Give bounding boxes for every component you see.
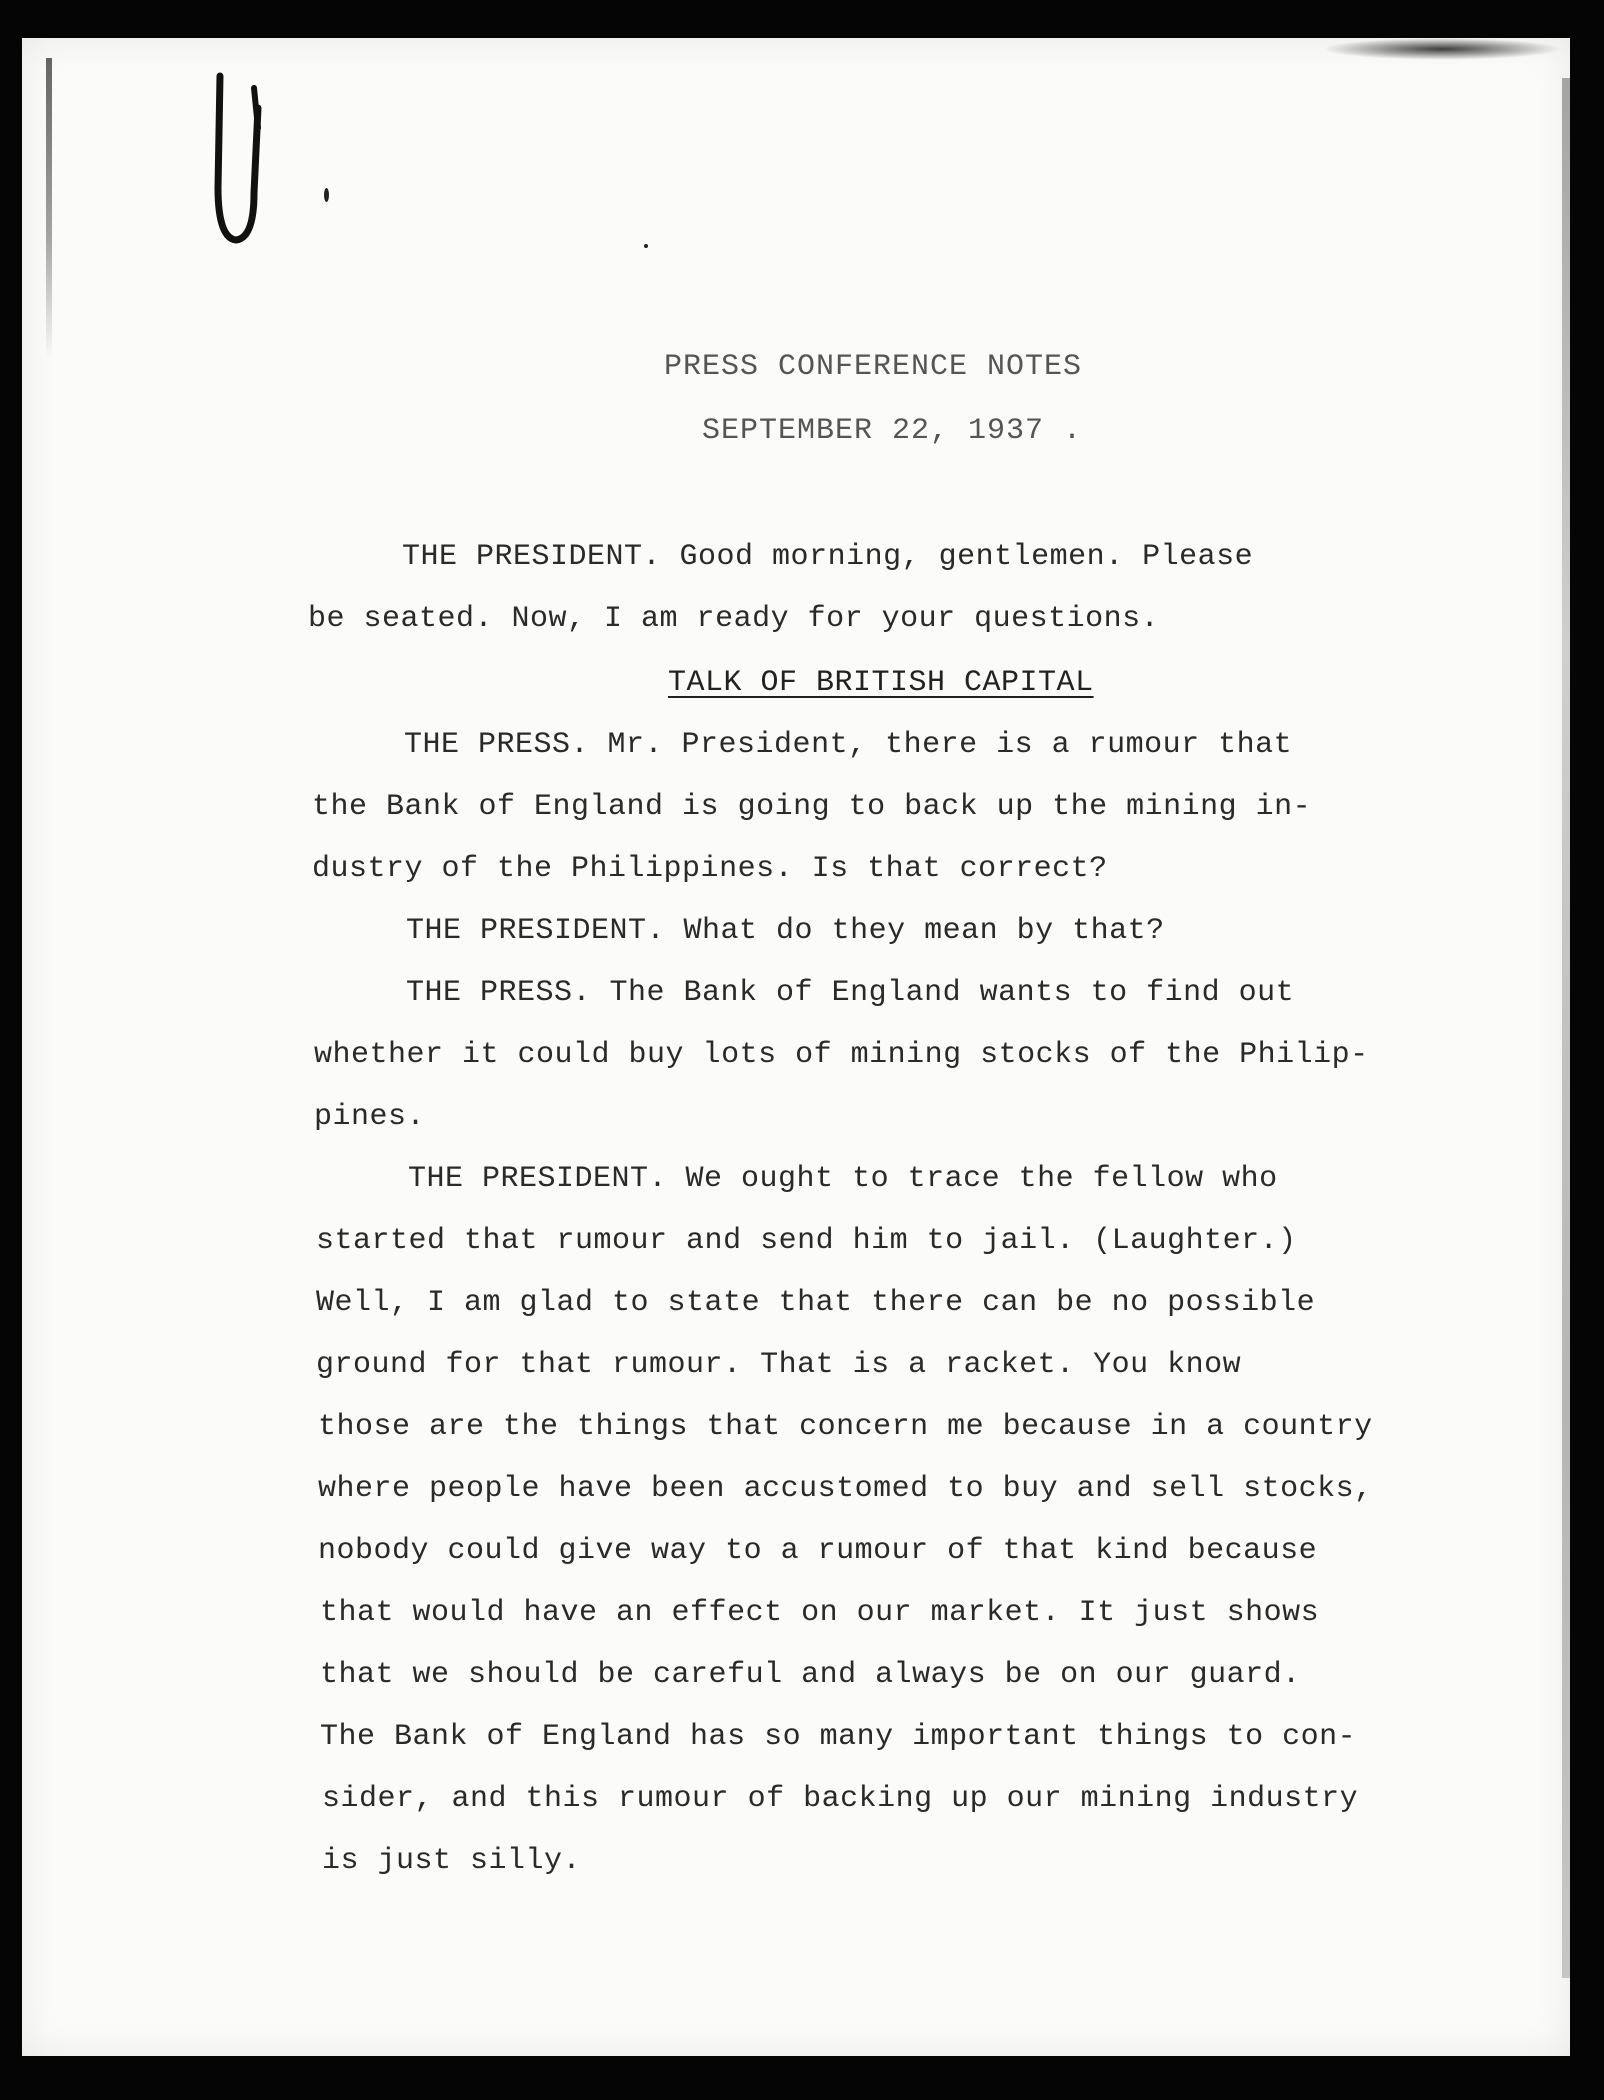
body-line-6: THE PRESIDENT. What do they mean by that? xyxy=(406,914,1165,948)
body-line-10: THE PRESIDENT. We ought to trace the fellow who xyxy=(408,1162,1278,1196)
body-line-4: the Bank of England is going to back up the mining in- xyxy=(312,790,1312,824)
body-line-13: ground for that rumour. That is a racket. You know xyxy=(316,1348,1242,1382)
document-date: SEPTEMBER 22, 1937 . xyxy=(702,414,1083,448)
body-line-11: started that rumour and send him to jail. (Laughter.) xyxy=(316,1224,1297,1258)
body-line-21: is just silly. xyxy=(322,1844,582,1878)
body-line-17: that would have an effect on our market. It just shows xyxy=(320,1596,1320,1630)
body-line-19: The Bank of England has so many important things to con- xyxy=(320,1720,1357,1754)
document-title: PRESS CONFERENCE NOTES xyxy=(664,350,1083,384)
scan-right-edge xyxy=(1562,78,1570,1978)
ink-speck xyxy=(644,244,648,248)
document-page xyxy=(22,38,1570,2056)
ink-speck xyxy=(324,188,329,202)
body-line-5: dustry of the Philippines. Is that correct? xyxy=(312,852,1108,886)
body-line-12: Well, I am glad to state that there can be no possible xyxy=(316,1286,1316,1320)
body-line-9: pines. xyxy=(314,1100,426,1134)
scan-top-smudge xyxy=(1322,38,1562,60)
body-line-3: THE PRESS. Mr. President, there is a rumour that xyxy=(404,728,1293,762)
handwritten-mark-icon xyxy=(206,68,276,258)
section-heading: TALK OF BRITISH CAPITAL xyxy=(668,666,1094,700)
body-line-18: that we should be careful and always be on our guard. xyxy=(320,1658,1301,1692)
body-line-2: be seated. Now, I am ready for your questions. xyxy=(308,602,1160,636)
body-line-14: those are the things that concern me because in a country xyxy=(318,1410,1373,1444)
body-line-15: where people have been accustomed to buy and sell stocks, xyxy=(318,1472,1373,1506)
body-line-1: THE PRESIDENT. Good morning, gentlemen. Please xyxy=(402,540,1254,574)
body-line-8: whether it could buy lots of mining stocks of the Philip- xyxy=(314,1038,1369,1072)
body-line-20: sider, and this rumour of backing up our mining industry xyxy=(322,1782,1359,1816)
scan-edge-shadow xyxy=(46,58,52,358)
body-line-7: THE PRESS. The Bank of England wants to find out xyxy=(406,976,1295,1010)
body-line-16: nobody could give way to a rumour of that kind because xyxy=(318,1534,1318,1568)
